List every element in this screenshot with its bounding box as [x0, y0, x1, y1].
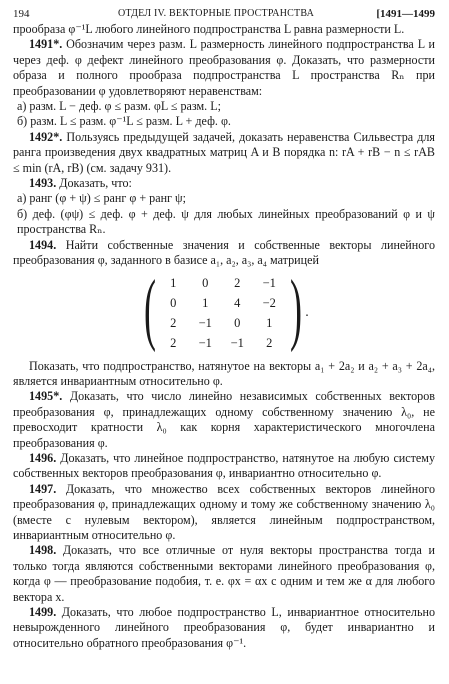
problem-range: [1491—1499 [376, 8, 435, 20]
problem-text: Обозначим через разм. L размерность линейного подпространства L и через деф. φ дефект линейного преобразования φ. Доказать, что размерности образа и полного прообраза подпространства L пространства Rₙ при преобразовании φ удовлетворяют неравенствам: [13, 37, 435, 98]
problem-number: 1492*. [29, 129, 63, 144]
problem-number: 1496. [29, 450, 57, 465]
running-title: ОТДЕЛ IV. ВЕКТОРНЫЕ ПРОСТРАНСТВА [118, 8, 314, 19]
matrix-period: . [305, 304, 309, 320]
matrix-cell: 1 [202, 295, 209, 310]
problem-number: 1491*. [29, 37, 63, 52]
problem-text: Показать, что подпространство, натянутое на векторы a₁ + 2a₂ и a₂ + a₃ + 2a₄, является инвариантным относительно φ. [13, 358, 435, 388]
matrix-1494 [13, 264, 435, 353]
problem-text: б) деф. (φψ) ≤ деф. φ + деф. ψ для любых линейных преобразований φ и ψ пространства Rₙ. [17, 206, 435, 237]
paragraph [13, 114, 435, 129]
problem-number: 1499. [29, 605, 57, 619]
paragraph [13, 207, 435, 238]
paragraph [13, 99, 435, 114]
problem-number: 1497. [29, 481, 57, 496]
problems-block-1 [13, 22, 435, 269]
matrix-cell: 2 [266, 335, 273, 350]
matrix-cell: −1 [198, 335, 212, 350]
right-paren: ) [290, 264, 303, 353]
matrix-grid [157, 273, 285, 353]
problem-text: Доказать, что: [56, 176, 132, 191]
matrix-cell: 0 [202, 275, 209, 290]
matrix-cell: −1 [262, 275, 276, 290]
matrix-cell: 1 [266, 315, 273, 330]
problem-number: 1498. [29, 543, 57, 558]
problem-text: прообраза φ⁻¹L любого линейного подпространства L равна размерности L. [13, 22, 405, 36]
page-header [13, 4, 435, 22]
paragraph [13, 22, 435, 37]
problem-text: а) разм. L − деф. φ ≤ разм. φL ≤ разм. L; [17, 99, 221, 114]
problem-text: а) ранг (φ + ψ) ≤ ранг φ + ранг ψ; [17, 191, 186, 206]
problem-1498 [13, 543, 435, 605]
problem-1493 [13, 176, 435, 191]
problem-text: б) разм. L ≤ разм. φ⁻¹L ≤ разм. L + деф. φ. [17, 114, 231, 129]
problem-1494 [13, 238, 435, 269]
matrix-cell: 0 [234, 315, 241, 330]
matrix-cell: 4 [234, 295, 241, 310]
problem-text: Доказать, что линейное подпространство, натянутое на любую систему собственных векторов преобразования φ, инвариантно относительно φ. [13, 450, 435, 481]
matrix-cell: 2 [234, 275, 241, 290]
matrix-cell: 2 [170, 315, 177, 330]
problem-1495 [13, 389, 435, 451]
matrix-cell: −2 [262, 295, 276, 310]
problem-1496 [13, 451, 435, 482]
problem-number: 1495*. [29, 389, 63, 404]
matrix-cell: 1 [170, 275, 177, 290]
problem-text: Пользуясь предыдущей задачей, доказать неравенства Сильвестра для ранга произведения двух квадратных матриц A и B порядка n: rA + rB − n ≤ rAB ≤ min (rA, rB) (см. задачу 931). [13, 129, 435, 175]
problem-number: 1493. [29, 176, 57, 191]
problem-text: Доказать, что множество всех собственных векторов линейного преобразования φ, принадлежащих одному и тому же собственному значению λ₀ (вместе с нулевым вектором), является линейным подпространством, инвариантным относительно φ. [13, 481, 435, 542]
paragraph [13, 191, 435, 206]
problem-number: 1494. [29, 237, 57, 252]
matrix-cell: −1 [198, 315, 212, 330]
problem-1499 [13, 605, 435, 651]
matrix-cell: 0 [170, 295, 177, 310]
problems-block-2 [13, 359, 435, 652]
problem-1491 [13, 37, 435, 99]
problem-text: Доказать, что все отличные от нуля векторы пространства тогда и только тогда являются собственными векторами линейного преобразования φ, когда φ — преобразование подобия, т. е. φx = αx с одним и тем же α для любого вектора x. [13, 543, 435, 604]
paragraph [13, 359, 435, 390]
problem-1497 [13, 482, 435, 544]
page-number: 194 [13, 8, 30, 20]
left-paren: ( [144, 264, 157, 353]
matrix-cell: −1 [230, 335, 244, 350]
problem-1492 [13, 130, 435, 176]
problem-text: Найти собственные значения и собственные векторы линейного преобразования φ, заданного в базисе a₁, a₂, a₃, a₄ матрицей [13, 237, 435, 268]
matrix-cell: 2 [170, 335, 177, 350]
problem-text: Доказать, что число линейно независимых собственных векторов преобразования φ, принадлежащих одному собственному значению λ₀, не превосходит кратности λ₀ как корня характеристического многочлена преобразования φ. [13, 389, 435, 450]
problem-text: Доказать, что любое подпространство L, инвариантное относительно невырожденного линейного преобразования φ, будет инвариантно и относительно обратного преобразования φ⁻¹. [13, 605, 435, 650]
